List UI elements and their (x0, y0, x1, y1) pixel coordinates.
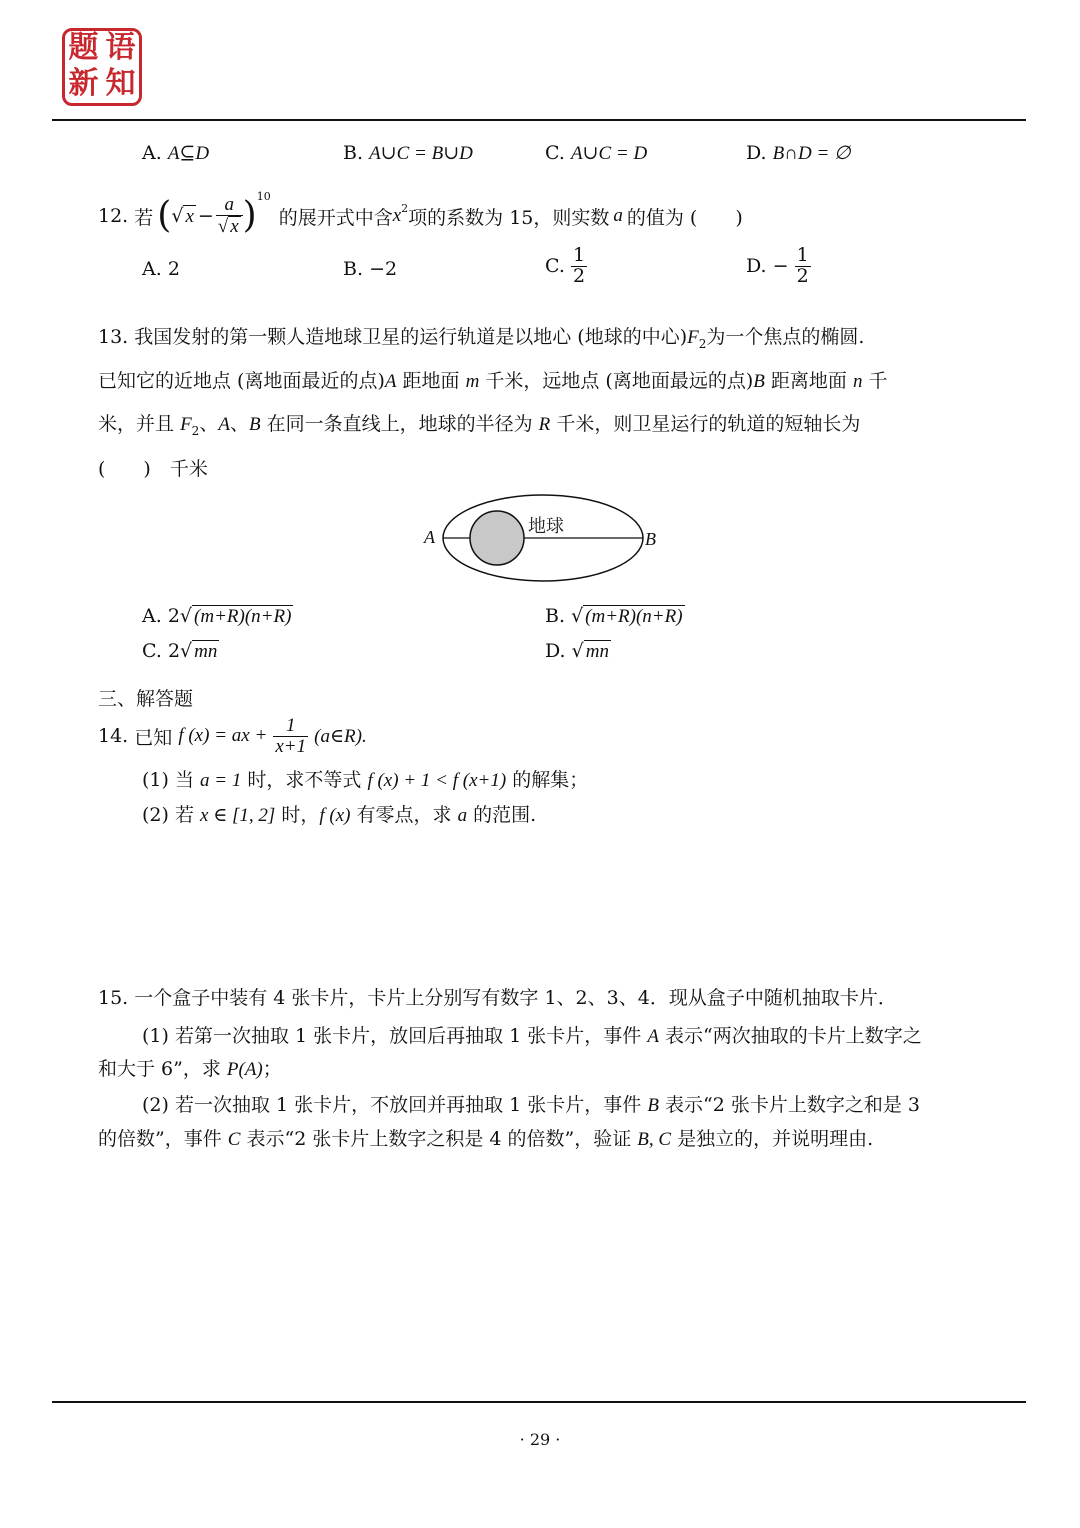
q13-option-d: D. √ mn (545, 640, 609, 662)
q14-stem: 14. 已知 f (x) = ax + $\frac{1}{x+1}$ (a∈R). (98, 714, 367, 757)
q15-part2-line2: 的倍数”，事件 C 表示“2 张卡片上数字之积是 4 的倍数”，验证 B, C 是独立的，并说明理由. (98, 1128, 874, 1150)
q13-option-c: C. 2√ mn (142, 640, 218, 662)
point-b-label: B (645, 529, 656, 549)
section-title: 三、解答题 (98, 688, 194, 710)
q11-option-a: A. A⊆D (142, 142, 210, 164)
logo-seal (62, 28, 142, 106)
q15-part1-line1: (1) 若第一次抽取 1 张卡片，放回后再抽取 1 张卡片，事件 A 表示“两次抽取的卡片上数字之 (142, 1025, 922, 1047)
q15-part2-line1: (2) 若一次抽取 1 张卡片，不放回并再抽取 1 张卡片，事件 B 表示“2 张卡片上数字之和是 3 (142, 1094, 920, 1116)
q14-part2: (2) 若 x ∈ [1, 2] 时，f (x) 有零点，求 a 的范围. (142, 804, 537, 826)
q11-option-b: B. A∪C = B∪D (343, 142, 473, 164)
logo-char: 新 (68, 66, 99, 101)
q12-option-d: D. − $\frac{1}{2}$ (746, 244, 809, 287)
orbit-figure (420, 490, 670, 590)
header-rule (52, 119, 1026, 121)
q12-option-b: B. −2 (343, 258, 398, 280)
q12-stem: 12. 若 ( √ x − $\frac{a}{√ x}$ ) 10 的展开式中含 x $^2$ 项的系数为 15，则实数 a 的值为 ( ) (98, 190, 743, 237)
q12-fraction: $\frac{a}{√ x}$ (216, 195, 243, 237)
logo-char: 题 (68, 30, 99, 65)
point-a-label: A (424, 527, 435, 547)
q12-option-a: A. 2 (142, 258, 180, 280)
q13-line1: 13. 我国发射的第一颗人造地球卫星的运行轨道是以地心 (地球的中心)$F_2$为一个焦点的椭圆. (98, 326, 865, 351)
q13-option-b: B. √ (m+R)(n+R) (545, 605, 683, 627)
q13-option-a: A. 2√ (m+R)(n+R) (142, 605, 292, 627)
q15-part1-line2: 和大于 6”，求 P(A)； (98, 1058, 282, 1080)
q12-option-c: C. $\frac{1}{2}$ (545, 244, 586, 287)
logo-char: 知 (105, 66, 136, 101)
q11-option-d: D. B∩D = ∅ (746, 142, 851, 164)
q13-line2: 已知它的近地点 (离地面最近的点)A 距地面 m 千米，远地点 (离地面最远的点)B 距离地面 n 千 (98, 370, 888, 392)
q15-stem: 15. 一个盒子中装有 4 张卡片，卡片上分别写有数字 1、2、3、4．现从盒子中随机抽取卡片． (98, 987, 897, 1009)
logo-char: 语 (105, 30, 136, 65)
earth-label: 地球 (528, 516, 564, 537)
q13-line4: ( ) 千米 (98, 458, 208, 480)
q14-part1: (1) 当 a = 1 时，求不等式 f (x) + 1 < f (x+1) 的解集； (142, 769, 589, 791)
q13-line3: 米，并且 $F_2$、A、B 在同一条直线上，地球的半径为 R 千米，则卫星运行的轨道的短轴长为 (98, 413, 861, 438)
page-number: · 29 · (519, 1430, 561, 1449)
q11-option-c: C. A∪C = D (545, 142, 648, 164)
footer-rule (52, 1401, 1026, 1403)
earth-circle (470, 511, 524, 565)
